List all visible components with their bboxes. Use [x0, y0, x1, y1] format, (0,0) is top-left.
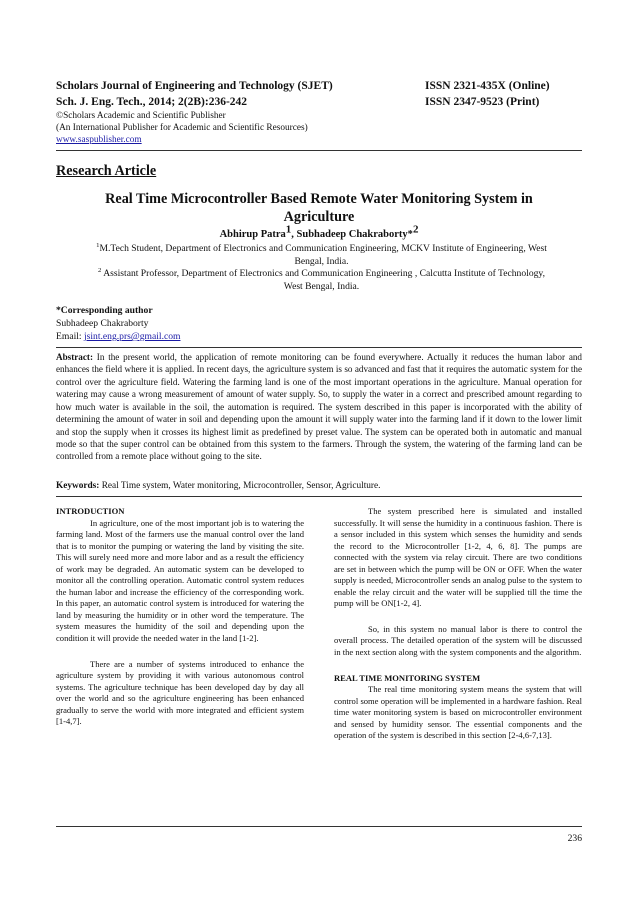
article-type: Research Article	[56, 163, 157, 179]
article-title-line1: Real Time Microcontroller Based Remote Water Monitoring System in	[105, 191, 533, 207]
citation: Sch. J. Eng. Tech., 2014; 2(2B):236-242	[56, 96, 248, 108]
keywords-text: Real Time system, Water monitoring, Microcontroller, Sensor, Agriculture.	[99, 481, 381, 491]
introduction-paragraph-2: There are a number of systems introduced to enhance the agriculture system by providing it with various autonomous control systems. The agriculture technique has been developed day by day all over the world and so the agriculture engineering has been enhanced gradually to serve the world with more integrated and efficient system [1-4,7].	[56, 658, 304, 727]
author-separator: ,	[291, 229, 297, 240]
affiliation-1-mark: 1	[96, 241, 100, 249]
corresponding-author-email	[56, 331, 180, 342]
author-2-affiliation-mark: 2	[412, 223, 419, 236]
keywords-divider	[56, 496, 582, 497]
affiliation-1-text: M.Tech Student, Department of Electronics and Communication Engineering, MCKV Institute of Engineering, West	[99, 243, 547, 254]
issn-print: ISSN 2347-9523 (Print)	[425, 96, 540, 108]
right-paragraph-2: So, in this system no manual labor is there to control the overall process. The detailed operation of the system will be discussed in the next section along with the system components and the algorithm.	[334, 623, 582, 658]
affiliation-1-line2: Bengal, India.	[294, 255, 349, 267]
abstract-label: Abstract:	[56, 352, 93, 362]
issn-online: ISSN 2321-435X (Online)	[425, 80, 550, 92]
introduction-paragraph-1: In agriculture, one of the most important job is to watering the farming land. Most of the farmers use the manual control over the land that is to monitor the pumping or watering the land by visiting the site. This will surely need more and more labor and as a result the efficiency of work may be degraded. An automatic system can be developed to monitor all the controlling operation. Automatic control system reduces the human labor and increase the efficiency of the corresponding work. In this paper, an automatic control system is introduced for watering the land by measuring the humidity or in other word the temperature. The system measures the humidity of the soil and depending upon the condition it will provide the needed water in the land [1-2].	[56, 517, 304, 644]
right-paragraph-1: The system prescribed here is simulated and installed successfully. It will sense the humidity in a continuous fashion. There is a sensor included in this system which senses the humidity and sends the record to the Microcontroller [1-2, 4, 6, 8]. The pumps are connected with the system via relay circuit. There are two conditions are set in between which the pump will be ON or OFF. When the water supply is needed, Microcontroller sends an analog pulse to the system to enable the relay circuit and the water will be supplied till the time the pump will be ON[1-2, 4].	[334, 506, 582, 609]
affiliation-1	[64, 243, 579, 268]
affiliation-2-line1	[64, 268, 579, 281]
corresponding-author-heading: *Corresponding author	[56, 305, 153, 316]
affiliation-2-text: Assistant Professor, Department of Electronics and Communication Engineering , Calcutta Institute of Technology,	[101, 268, 545, 279]
real-time-monitoring-heading: REAL TIME MONITORING SYSTEM	[334, 672, 481, 683]
publisher-name: ©Scholars Academic and Scientific Publisher	[56, 111, 226, 121]
header-divider	[56, 150, 582, 151]
publisher-description: (An International Publisher for Academic and Scientific Resources)	[56, 123, 308, 133]
email-link[interactable]: jsint.eng.prs@gmail.com	[83, 331, 181, 342]
publisher-website-link[interactable]: www.saspublisher.com	[56, 135, 142, 145]
affiliation-2-line2: West Bengal, India.	[283, 280, 360, 292]
keywords	[56, 481, 380, 491]
right-paragraph-3: The real time monitoring system means the system that will control some operation will be implemented in a hardware fashion. Real time water monitoring system is based on microcontroller environment and sensed by humidity sensor. The essential components and the operation of the system is described in this section [2-4,6-7,13].	[334, 684, 582, 741]
affiliation-1-line1	[64, 243, 579, 256]
affiliation-2	[64, 268, 579, 293]
author-1: Abhirup Patra	[219, 229, 286, 240]
abstract	[56, 351, 582, 463]
page-number: 236	[567, 833, 582, 844]
email-label: Email:	[56, 331, 84, 342]
corresponding-author-name: Subhadeep Chakraborty	[56, 318, 149, 329]
left-column	[56, 506, 304, 728]
right-column	[334, 506, 582, 742]
abstract-top-divider	[56, 347, 582, 348]
introduction-heading: INTRODUCTION	[56, 506, 125, 516]
affiliation-2-mark: 2	[98, 266, 102, 274]
author-list	[56, 223, 582, 240]
abstract-text: In the present world, the application of remote monitoring can be found everywhere. Actually it reduces the human labor and enhances the field where it is applied. In recent days, the agriculture system is so advanced and fast that it requires the automatic system for the control over the agriculture field. Watering the farming land is one of the most important operations in the agriculture. Manual operation for watering may cause a wrong measurement of amount of water supply. So, to supply the water in a correct and prescribed amount regarding to how much water is available in the soil, the automation is required. The system described in this paper is incorporated with the ability of determining the amount of water in soil and depending upon the amount it will supply water into the farming land if it down to the lower limit and stop the supply when it crosses its highest limit as predefined by preset value. The system can be operated both in automatic and manual mode so that the super control can be obtained from this system to the farmers. Through the system, the watering of the farming land can be controlled from a remote place without going to the site.	[56, 352, 582, 462]
author-2: Subhadeep Chakraborty*	[296, 229, 413, 240]
author-1-affiliation-mark: 1	[285, 223, 292, 236]
article-title-line2: Agriculture	[283, 209, 355, 225]
footer-divider	[56, 826, 582, 827]
journal-name: Scholars Journal of Engineering and Technology (SJET)	[56, 80, 333, 92]
keywords-label: Keywords:	[56, 481, 100, 491]
